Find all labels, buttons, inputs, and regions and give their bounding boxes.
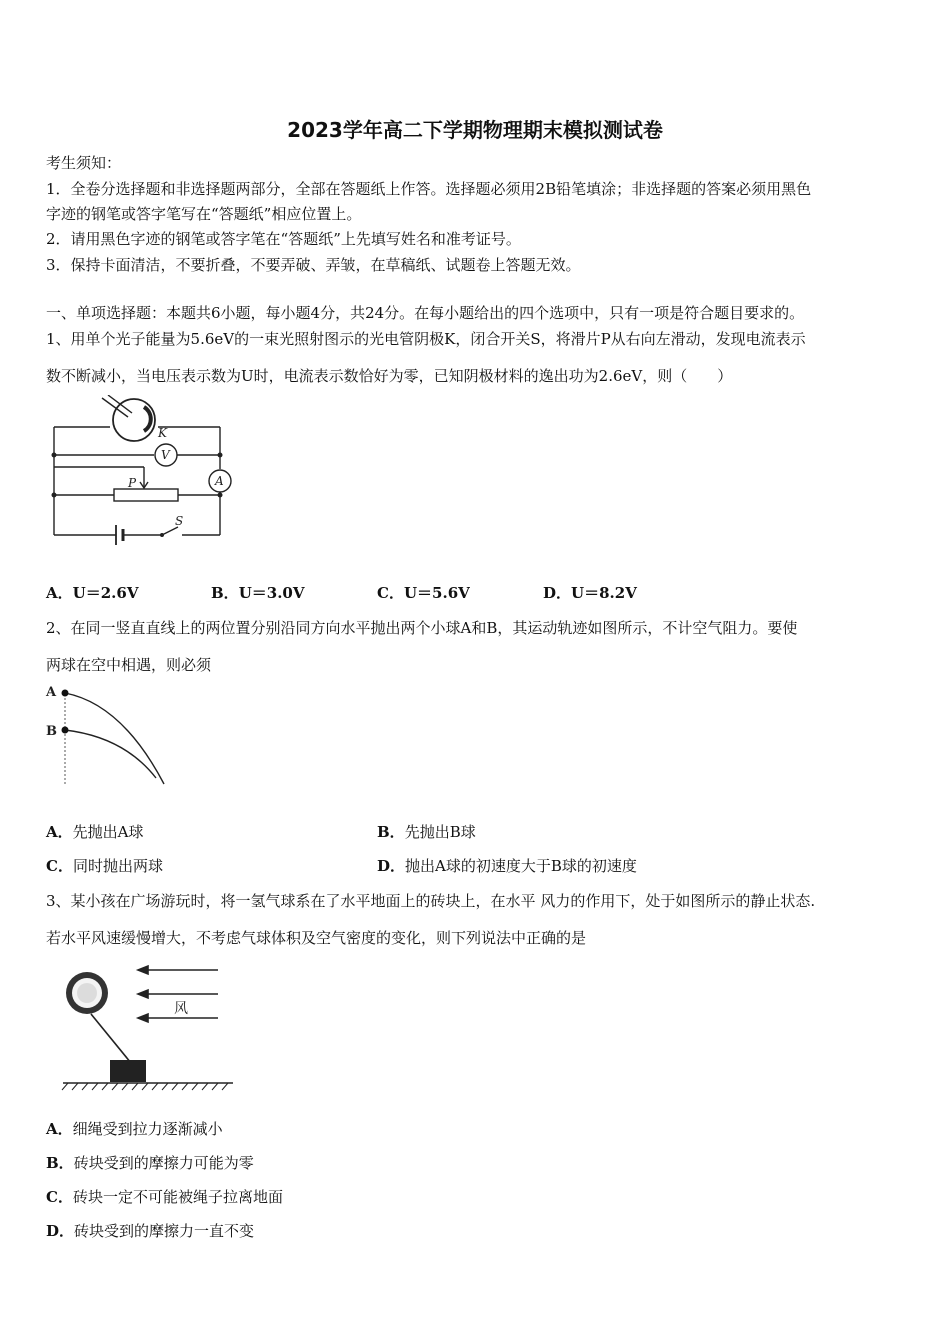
q2-option-b[interactable]: B．先抛出B球 <box>377 823 476 841</box>
q2-option-d[interactable]: D．抛出A球的初速度大于B球的初速度 <box>377 857 637 875</box>
q1-option-b[interactable]: B．U＝3.0V <box>211 584 305 602</box>
notice-item: 1．全卷分选择题和非选择题两部分，全部在答题纸上作答。选择题必须用2B铅笔填涂；非选择题的答案必须用黑色 <box>46 180 812 198</box>
q1-option-a[interactable]: A．U＝2.6V <box>46 584 139 602</box>
q2-stem-line2: 两球在空中相遇，则必须 <box>46 656 212 674</box>
q1-stem-line2: 数不断减小，当电压表示数为U时，电流表示数恰好为零，已知阴极材料的逸出功为2.6eV，则（ ） <box>46 367 733 385</box>
q1-option-c[interactable]: C．U＝5.6V <box>377 584 470 602</box>
q3-stem-line2: 若水平风速缓慢增大，不考虑气球体积及空气密度的变化，则下列说法中正确的是 <box>46 929 587 947</box>
q2-option-c[interactable]: C．同时抛出两球 <box>46 857 163 875</box>
q3-option-c[interactable]: C．砖块一定不可能被绳子拉离地面 <box>46 1188 283 1206</box>
label-k: K <box>158 426 167 440</box>
label-wind: 风 <box>174 1001 188 1017</box>
label-v: V <box>161 448 170 462</box>
q1-stem-line1: 1、用单个光子能量为5.6eV的一束光照射图示的光电管阴极K，闭合开关S，将滑片P从右向左滑动，发现电流表示 <box>46 330 806 348</box>
q3-stem-line1: 3、某小孩在广场游玩时，将一氢气球系在了水平地面上的砖块上，在水平 风力的作用下，处于如图所示的静止状态. <box>46 892 816 910</box>
section-heading: 一、单项选择题：本题共6小题，每小题4分，共24分。在每小题给出的四个选项中，只有一项是符合题目要求的。 <box>46 304 805 322</box>
q2-stem-line1: 2、在同一竖直直线上的两位置分别沿同方向水平抛出两个小球A和B，其运动轨迹如图所示，不计空气阻力。要使 <box>46 619 798 637</box>
notice-item: 字迹的钢笔或答字笔写在“答题纸”相应位置上。 <box>46 205 362 223</box>
notice-heading: 考生须知： <box>46 154 122 172</box>
label-a: A <box>215 474 224 488</box>
q3-option-a[interactable]: A．细绳受到拉力逐渐减小 <box>46 1120 223 1138</box>
q2-option-a[interactable]: A．先抛出A球 <box>46 823 144 841</box>
q3-balloon-figure <box>58 958 238 1092</box>
q1-option-d[interactable]: D．U＝8.2V <box>543 584 637 602</box>
label-s: S <box>175 514 184 528</box>
page-title: 2023学年高二下学期物理期末模拟测试卷 <box>287 118 663 142</box>
label-b: B <box>46 724 57 739</box>
notice-item: 3．保持卡面清洁，不要折叠，不要弄破、弄皱，在草稿纸、试题卷上答题无效。 <box>46 256 581 274</box>
q2-trajectory-figure <box>44 682 174 792</box>
label-a: A <box>46 685 57 700</box>
q3-option-d[interactable]: D．砖块受到的摩擦力一直不变 <box>46 1222 255 1240</box>
notice-item: 2．请用黑色字迹的钢笔或答字笔在“答题纸”上先填写姓名和准考证号。 <box>46 230 521 248</box>
label-p: P <box>128 476 137 490</box>
q3-option-b[interactable]: B．砖块受到的摩擦力可能为零 <box>46 1154 254 1172</box>
q1-circuit-figure <box>44 395 244 545</box>
